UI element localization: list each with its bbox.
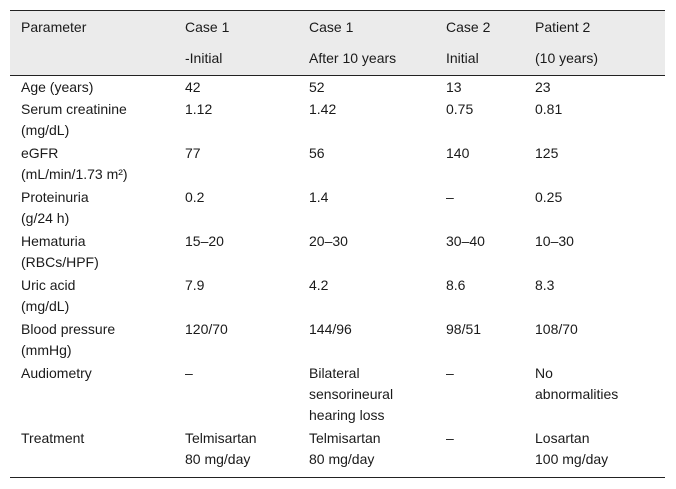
cell-uric-acid-case2-initial: 8.6 — [446, 277, 466, 293]
table-bottom-rule — [10, 477, 665, 478]
header-subtitle-case1-after: After 10 years — [309, 50, 397, 66]
table-row-treatment — [10, 427, 665, 477]
table-row-hematuria — [10, 230, 665, 274]
cell-serum-creatinine-case2-initial: 0.75 — [446, 101, 474, 117]
cell-egfr-case1-initial: 77 — [185, 145, 201, 161]
table-row-serum-creatinine — [10, 98, 665, 142]
cell-blood-pressure-case1-after: 144/96 — [309, 321, 352, 337]
cell-serum-creatinine-case1-after: 1.42 — [309, 101, 337, 117]
cell-uric-acid-parameter: Uric acid (mg/dL) — [21, 277, 76, 314]
cell-egfr-patient2: 125 — [535, 145, 559, 161]
cell-treatment-case1-after: Telmisartan 80 mg/day — [309, 430, 381, 467]
table-row-proteinuria — [10, 186, 665, 230]
cell-treatment-case2-initial: – — [446, 430, 454, 446]
cell-blood-pressure-patient2: 108/70 — [535, 321, 578, 337]
table-row-blood-pressure — [10, 318, 665, 362]
cell-age-parameter: Age (years) — [21, 79, 94, 95]
cell-audiometry-parameter: Audiometry — [21, 365, 92, 381]
cell-blood-pressure-case1-initial: 120/70 — [185, 321, 228, 337]
cell-age-case2-initial: 13 — [446, 79, 462, 95]
header-subtitle-case1-initial: -Initial — [185, 50, 223, 66]
cell-audiometry-patient2: No abnormalities — [535, 365, 619, 402]
cell-blood-pressure-case2-initial: 98/51 — [446, 321, 482, 337]
header-case2-initial: Case 2 — [446, 19, 491, 35]
cell-egfr-case2-initial: 140 — [446, 145, 470, 161]
cell-treatment-patient2: Losartan 100 mg/day — [535, 430, 609, 467]
cell-proteinuria-case1-after: 1.4 — [309, 189, 329, 205]
cell-hematuria-case1-after: 20–30 — [309, 233, 348, 249]
cell-treatment-parameter: Treatment — [21, 430, 85, 446]
header-patient2: Patient 2 — [535, 19, 591, 35]
cell-blood-pressure-parameter: Blood pressure (mmHg) — [21, 321, 116, 358]
table-row-uric-acid — [10, 274, 665, 318]
cell-proteinuria-case2-initial: – — [446, 189, 454, 205]
cell-hematuria-patient2: 10–30 — [535, 233, 574, 249]
header-case1-initial: Case 1 — [185, 19, 230, 35]
cell-treatment-case1-initial: Telmisartan 80 mg/day — [185, 430, 257, 467]
cell-age-patient2: 23 — [535, 79, 551, 95]
cell-proteinuria-patient2: 0.25 — [535, 189, 563, 205]
table-row-audiometry — [10, 362, 665, 427]
table-row-egfr — [10, 142, 665, 186]
data-table — [10, 10, 665, 478]
cell-audiometry-case1-after: Bilateral sensorineural hearing loss — [309, 365, 394, 423]
cell-hematuria-case1-initial: 15–20 — [185, 233, 224, 249]
header-parameter: Parameter — [21, 19, 87, 35]
cell-serum-creatinine-patient2: 0.81 — [535, 101, 563, 117]
cell-uric-acid-case1-initial: 7.9 — [185, 277, 205, 293]
cell-proteinuria-parameter: Proteinuria (g/24 h) — [21, 189, 89, 226]
cell-uric-acid-patient2: 8.3 — [535, 277, 555, 293]
cell-age-case1-after: 52 — [309, 79, 325, 95]
cell-serum-creatinine-parameter: Serum creatinine (mg/dL) — [21, 101, 127, 138]
cell-egfr-parameter: eGFR (mL/min/1.73 m²) — [21, 145, 128, 182]
cell-serum-creatinine-case1-initial: 1.12 — [185, 101, 213, 117]
cell-age-case1-initial: 42 — [185, 79, 201, 95]
table-body — [10, 76, 665, 477]
header-case1-after: Case 1 — [309, 19, 354, 35]
cell-audiometry-case2-initial: – — [446, 365, 454, 381]
header-subtitle-patient2: (10 years) — [535, 50, 599, 66]
cell-uric-acid-case1-after: 4.2 — [309, 277, 329, 293]
table-row-age — [10, 76, 665, 98]
cell-hematuria-case2-initial: 30–40 — [446, 233, 485, 249]
cell-audiometry-case1-initial: – — [185, 365, 193, 381]
cell-egfr-case1-after: 56 — [309, 145, 325, 161]
header-subtitle-case2-initial: Initial — [446, 50, 479, 66]
cell-proteinuria-case1-initial: 0.2 — [185, 189, 205, 205]
cell-hematuria-parameter: Hematuria (RBCs/HPF) — [21, 233, 99, 270]
table-header — [10, 11, 665, 75]
